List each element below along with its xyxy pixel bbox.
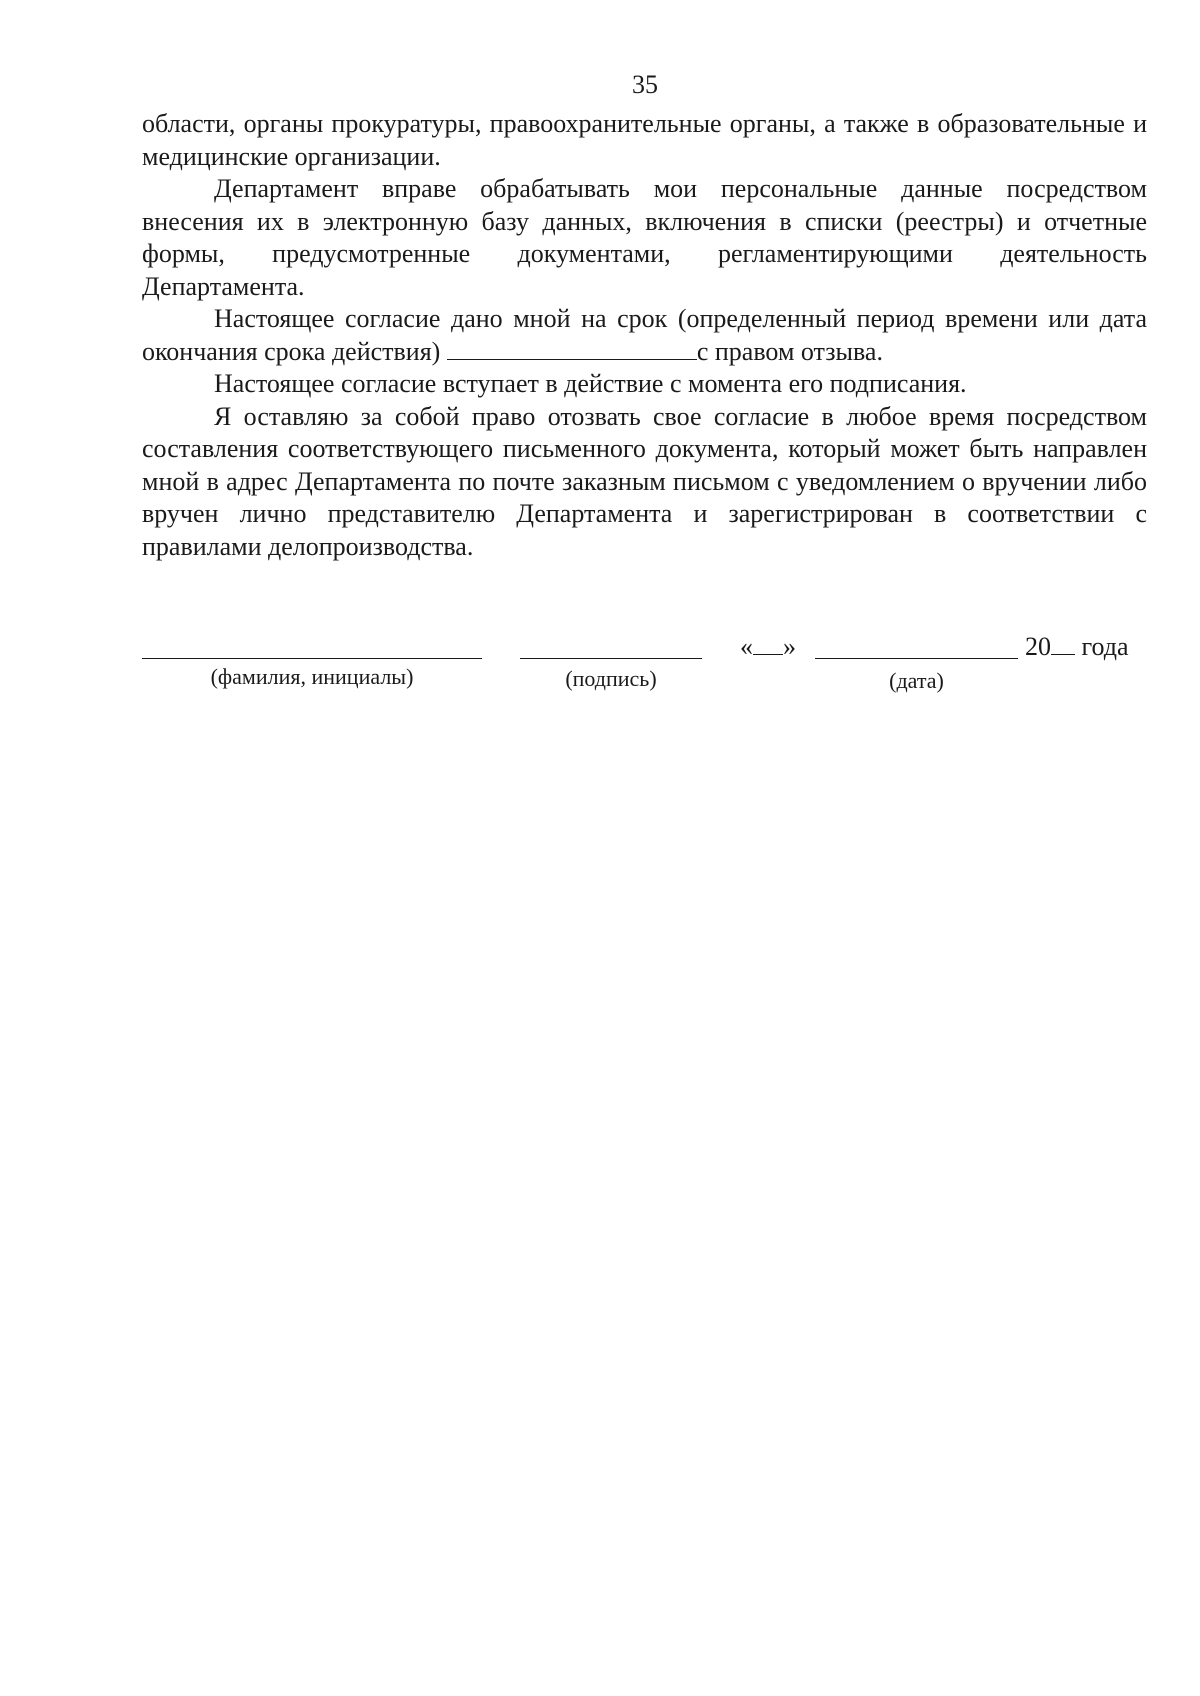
paragraph-processing: Департамент вправе обрабатывать мои персональные данные посредством внесения их в электронную базу данных, включения в списки (реестры) и отчетные формы, предусмотренные документами, регламентирующими деятельность Департамента. [142, 174, 1147, 301]
paragraph-consent-term [142, 303, 1147, 368]
document-body [142, 108, 1147, 563]
date-quote-open: « [740, 632, 753, 661]
date-caption: (дата) [889, 668, 944, 693]
signature-line[interactable] [520, 658, 702, 659]
signature-block [0, 630, 1200, 700]
signature-caption: (подпись) [565, 666, 657, 691]
date-quote-close: » [783, 632, 796, 661]
consent-term-text: Настоящее согласие дано мной на срок (определенный период времени или дата окончания срока действия) [142, 304, 1147, 366]
date-year-suffix: года [1075, 632, 1129, 661]
paragraph-effective: Настоящее согласие вступает в действие с момента его подписания. [214, 369, 967, 398]
paragraph-revocation: Я оставляю за собой право отозвать свое согласие в любое время посредством составления соответствующего письменного документа, который может быть направлен мной в адрес Департамента по почте заказным письмом с уведомлением о вручении либо вручен лично представителю Департамента и зарегистрирован в соответствии с правилами делопроизводства. [142, 401, 1147, 561]
page-number: 35 [632, 70, 658, 99]
name-line[interactable] [142, 658, 482, 659]
date-year-prefix: 20 [1025, 632, 1051, 661]
name-caption: (фамилия, инициалы) [210, 664, 414, 689]
date-year-blank[interactable] [1051, 634, 1075, 655]
date-year-field [1025, 632, 1129, 662]
date-day-field [740, 632, 796, 662]
paragraph-continuation: области, органы прокуратуры, правоохранительные органы, а также в образовательные и медицинские организации. [142, 109, 1147, 171]
date-month-line[interactable] [815, 658, 1018, 659]
consent-term-blank[interactable] [447, 339, 697, 360]
date-day-blank[interactable] [753, 634, 783, 655]
consent-term-suffix: с правом отзыва. [696, 336, 883, 366]
